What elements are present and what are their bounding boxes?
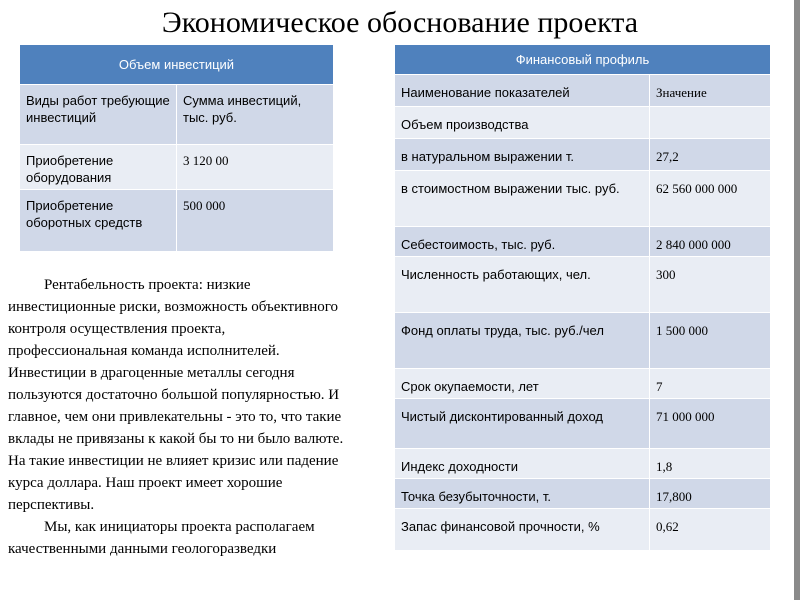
cell-name: Численность работающих, чел. <box>395 257 650 313</box>
cell-value: 0,62 <box>650 509 771 551</box>
cell-value: 17,800 <box>650 479 771 509</box>
table-row <box>395 509 771 551</box>
table-row <box>395 313 771 369</box>
cell-name: в натуральном выражении т. <box>395 139 650 171</box>
table-row <box>20 85 334 145</box>
table-row <box>395 449 771 479</box>
table-row <box>395 139 771 171</box>
cell-value: 1 500 000 <box>650 313 771 369</box>
cell-name: Объем производства <box>395 107 650 139</box>
table-row <box>395 227 771 257</box>
investment-table <box>19 44 334 252</box>
table-row <box>395 171 771 227</box>
table-row <box>395 107 771 139</box>
table-row <box>395 257 771 313</box>
cell-value: 2 840 000 000 <box>650 227 771 257</box>
table-row <box>395 75 771 107</box>
cell-name: Фонд оплаты труда, тыс. руб./чел <box>395 313 650 369</box>
cell-value: Сумма инвестиций, тыс. руб. <box>177 85 334 145</box>
cell-value: 62 560 000 000 <box>650 171 771 227</box>
paragraph-initiators: Мы, как инициаторы проекта располагаем качественными данными геологоразведки <box>8 519 315 557</box>
cell-name: Запас финансовой прочности, % <box>395 509 650 551</box>
cell-value: 27,2 <box>650 139 771 171</box>
cell-value: 300 <box>650 257 771 313</box>
body-text <box>8 274 348 560</box>
cell-value: 500 000 <box>177 190 334 252</box>
table-row <box>395 479 771 509</box>
table-row <box>395 369 771 399</box>
cell-name: Виды работ требующие инвестиций <box>20 85 177 145</box>
cell-value <box>650 107 771 139</box>
cell-name: Чистый дисконтированный доход <box>395 399 650 449</box>
investment-table-header: Объем инвестиций <box>20 45 334 85</box>
paragraph-profitability: Рентабельность проекта: низкие инвестиционные риски, возможность объективного контроля осуществления проекта, профессиональная команда исполнителей. Инвестиции в драгоценные металлы сегодня пользуются достаточно большой популярностью. И главное, чем они привлекательны - это то, что такие вклады не привязаны к какой бы то ни было валюте. На такие инвестиции не влияет кризис или падение курса доллара. Наш проект имеет хорошие перспективы. <box>8 277 344 513</box>
table-row <box>20 145 334 190</box>
right-edge-bar <box>794 0 800 600</box>
cell-value: 3 120 00 <box>177 145 334 190</box>
table-row <box>395 399 771 449</box>
cell-value: Значение <box>650 75 771 107</box>
table-row <box>20 190 334 252</box>
financial-profile-table <box>394 44 771 551</box>
cell-name: в стоимостном выражении тыс. руб. <box>395 171 650 227</box>
cell-value: 71 000 000 <box>650 399 771 449</box>
cell-name: Приобретение оборотных средств <box>20 190 177 252</box>
cell-name: Себестоимость, тыс. руб. <box>395 227 650 257</box>
cell-value: 1,8 <box>650 449 771 479</box>
cell-name: Точка безубыточности, т. <box>395 479 650 509</box>
cell-value: 7 <box>650 369 771 399</box>
cell-name: Срок окупаемости, лет <box>395 369 650 399</box>
page-title: Экономическое обоснование проекта <box>161 6 639 39</box>
cell-name: Индекс доходности <box>395 449 650 479</box>
financial-profile-header: Финансовый профиль <box>395 45 771 75</box>
cell-name: Приобретение оборудования <box>20 145 177 190</box>
cell-name: Наименование показателей <box>395 75 650 107</box>
